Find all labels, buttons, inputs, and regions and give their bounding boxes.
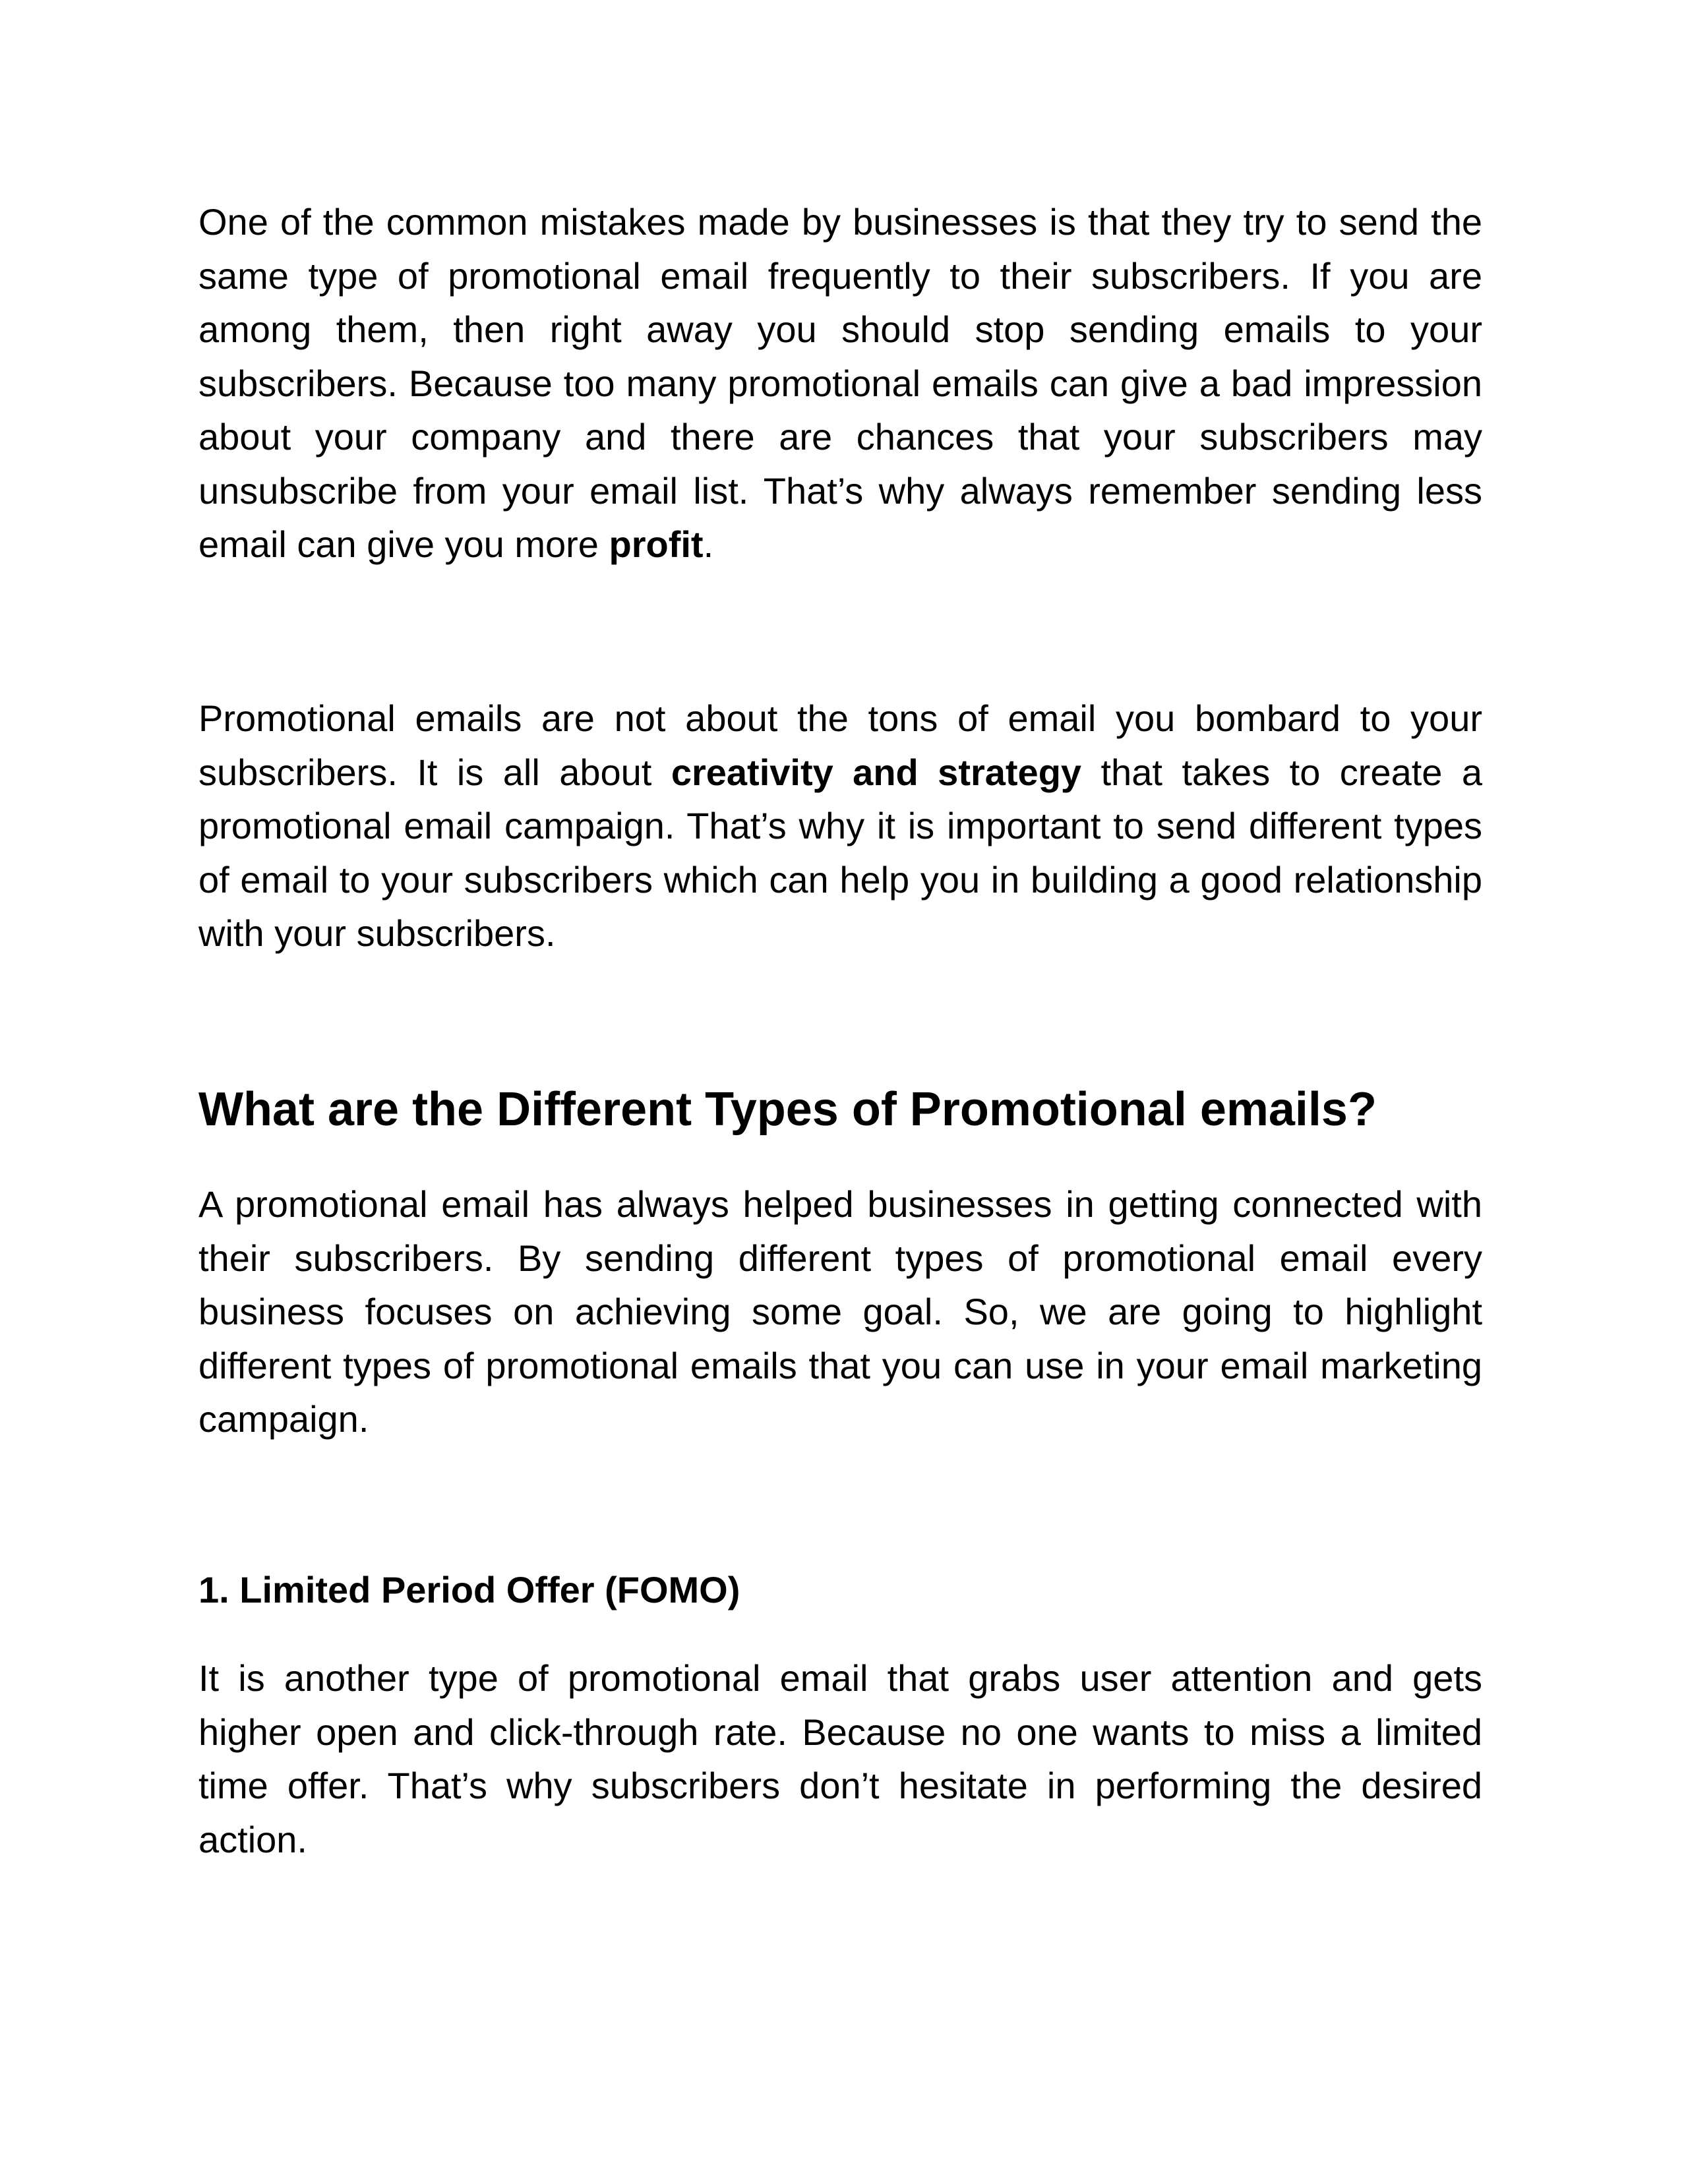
paragraph-limited-offer: It is another type of promotional email that grabs user attention and gets higher open and click-through rate. Because no one wants to miss a limited time offer. That’s why subscribers don’t hesitate in performing the desired action.	[198, 1657, 1482, 1860]
heading-limited-period-offer: 1. Limited Period Offer (FOMO)	[198, 1569, 740, 1610]
paragraph-mistakes-bold: profit	[609, 523, 704, 565]
paragraph-creativity-bold: creativity and strategy	[671, 751, 1082, 793]
paragraph-types-intro: A promotional email has always helped businesses in getting connected with their subscribers. By sending different types of promotional email every business focuses on achieving some goal. So, we are going to highlight different types of promotional emails that you can use in your email marketing campaign.	[198, 1183, 1482, 1440]
paragraph-creativity	[198, 692, 1482, 960]
paragraph-creativity-after: that takes to create a promotional email campaign. That’s why it is important to send different types of email to your subscribers which can help you in building a good relationship with your subscribers.	[198, 751, 1483, 954]
paragraph-mistakes	[198, 195, 1482, 572]
paragraph-creativity-before: Promotional emails are not about the tons of email you bombard to your subscribers. It is all about	[198, 697, 1482, 793]
paragraph-mistakes-text: One of the common mistakes made by businesses is that they try to send the same type of promotional email frequently to their subscribers. If you are among them, then right away you should stop sending emails to your subscribers. Because too many promotional emails can give a bad impression about your company and there are chances that your subscribers may unsubscribe from your email list. That’s why always remember sending less email can give you more	[198, 201, 1482, 565]
paragraph-mistakes-end: .	[703, 523, 714, 565]
heading-types-of-promotional-emails: What are the Different Types of Promotional emails?	[198, 1083, 1377, 1136]
